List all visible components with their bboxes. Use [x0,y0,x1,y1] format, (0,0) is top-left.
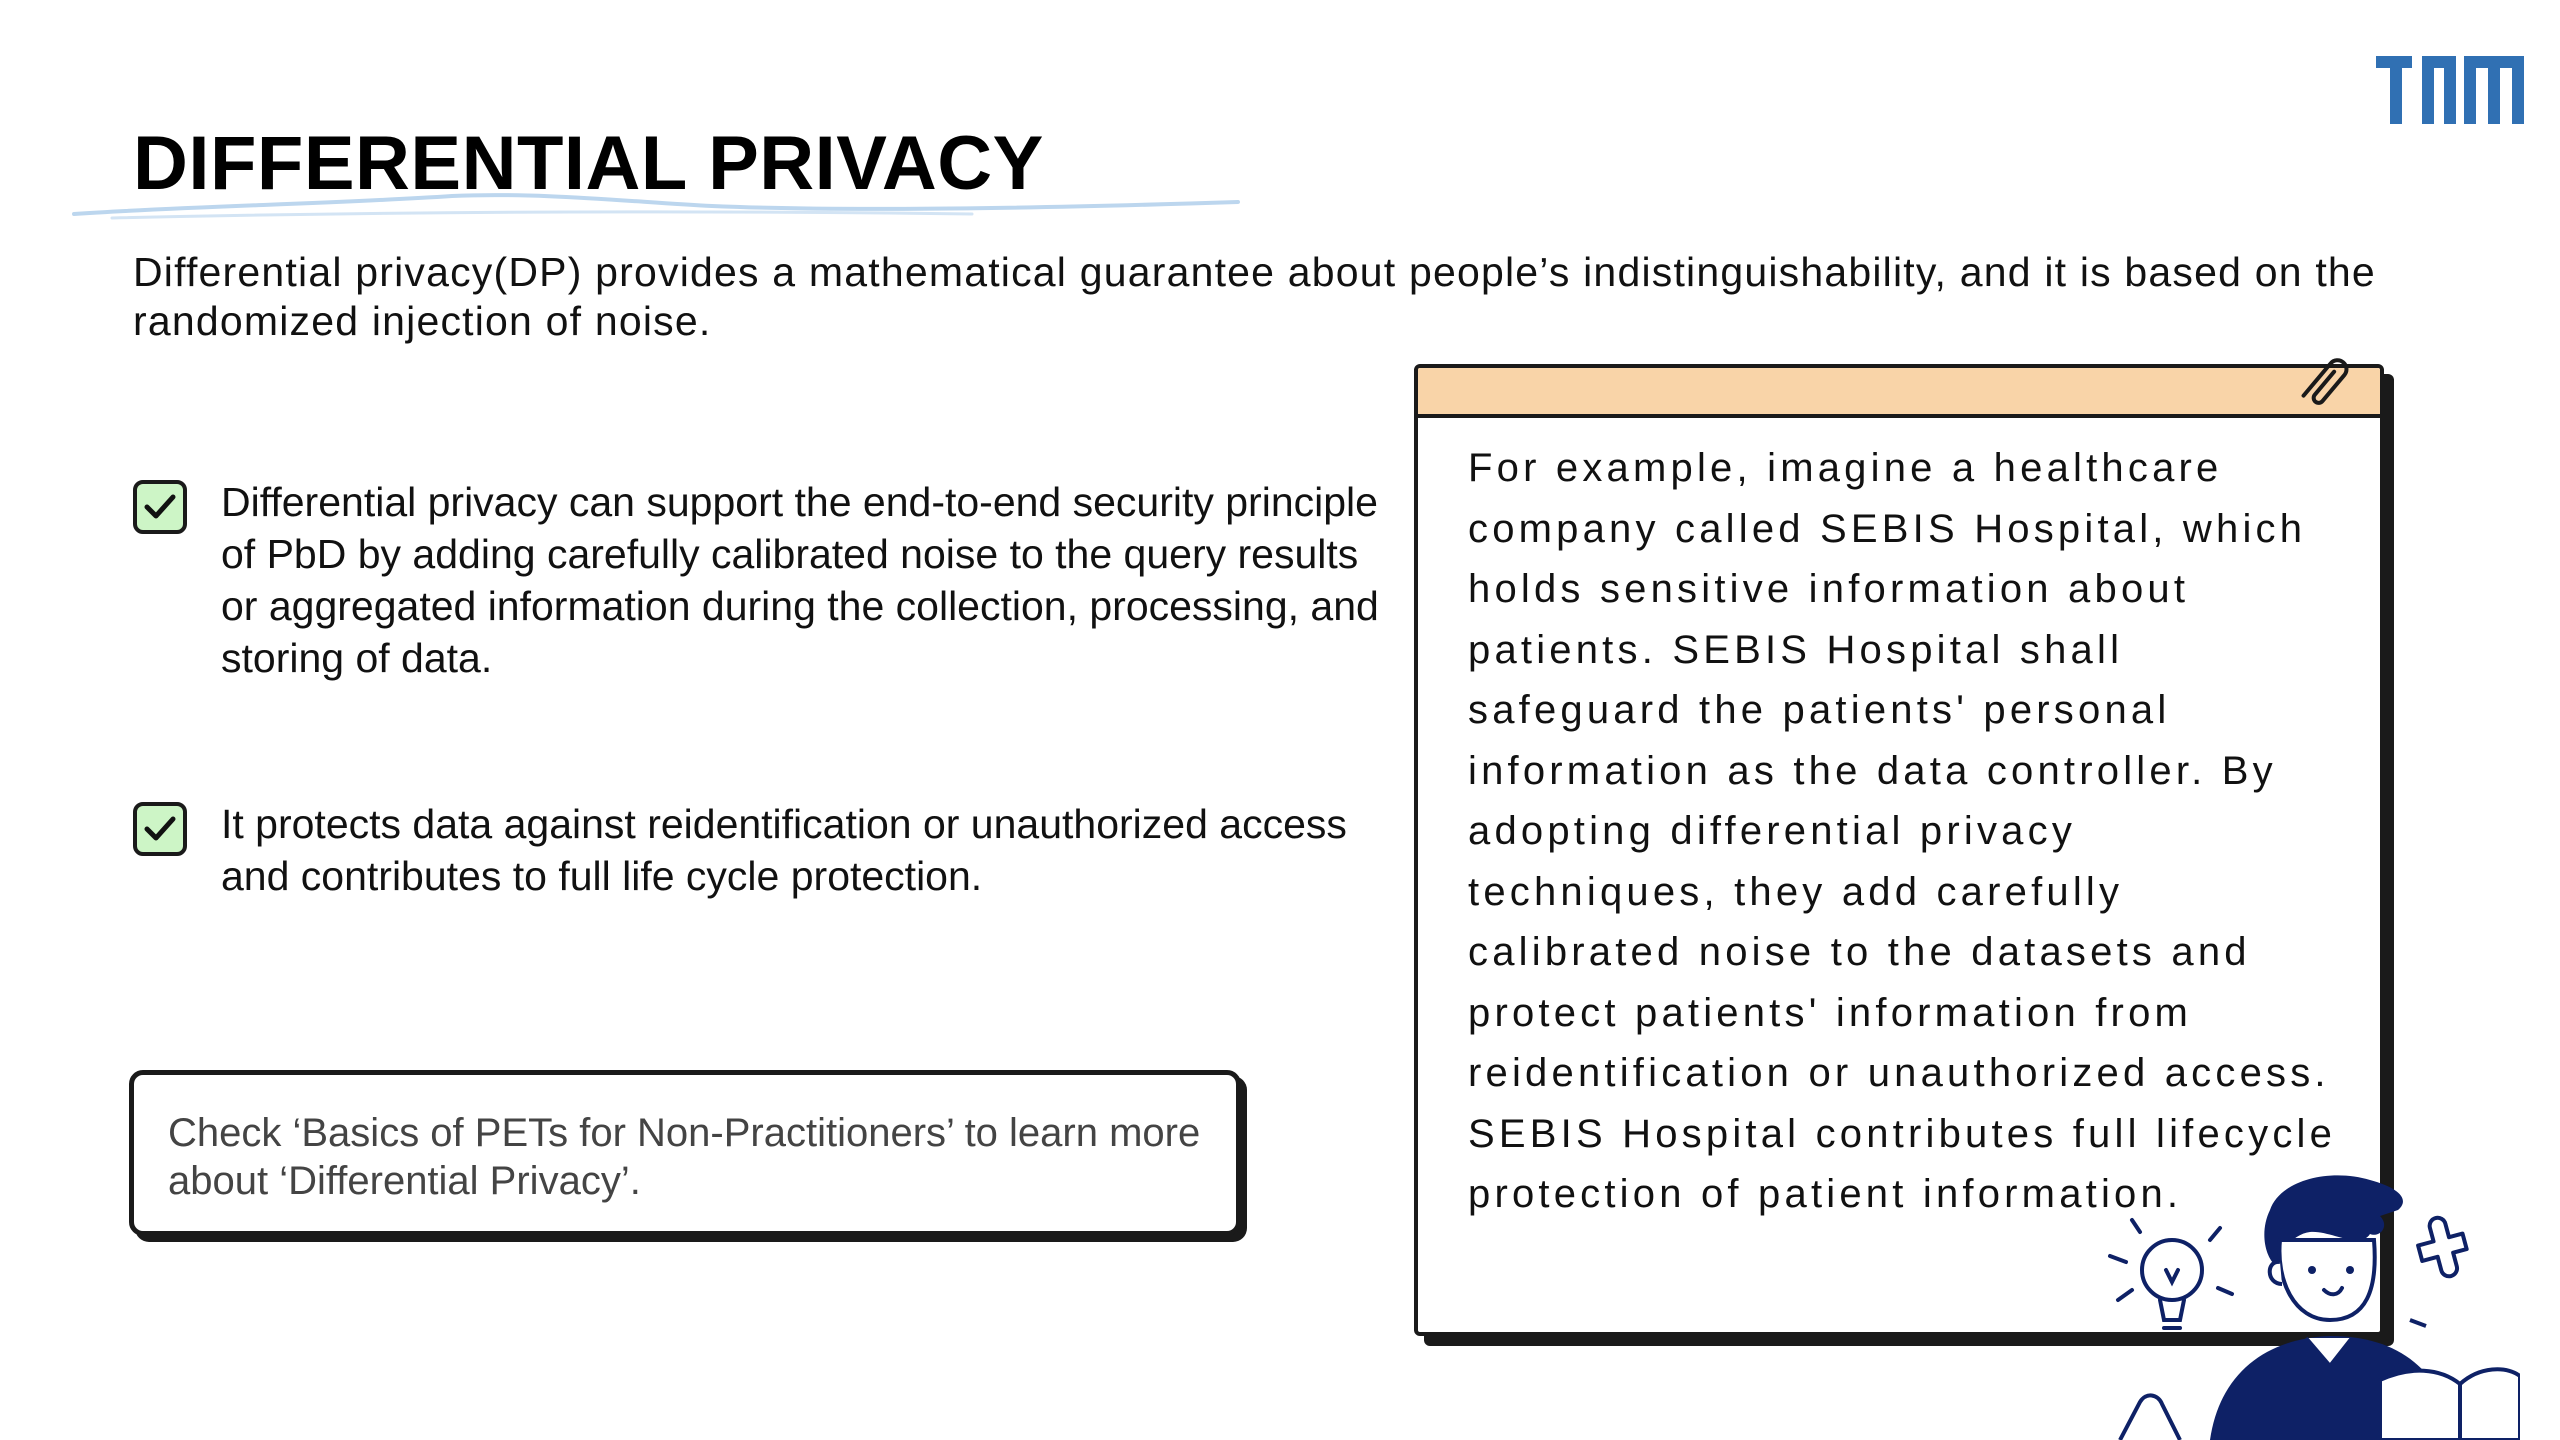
bullet-text: It protects data against reidentification or unauthorized access and contributes to full life cycle protection. [221,801,1347,899]
tum-logo [2376,56,2524,124]
book-icon [2380,1369,2520,1440]
bullet-text: Differential privacy can support the end-to-end security principle of PbD by adding carefully calibrated noise to the query results or aggregated information during the collection, processing, and storing of data. [221,479,1379,681]
learn-more-callout [129,1070,1241,1236]
lightbulb-icon [2110,1220,2232,1328]
bullet-item [133,476,1381,684]
callout-text: Check ‘Basics of PETs for Non-Practitioners’ to learn more about ‘Differential Privacy’. [168,1111,1201,1203]
example-text: For example, imagine a healthcare company called SEBIS Hospital, which holds sensitive information about patients. SEBIS Hospital shall safeguard the patients' personal information as the data controller. By adopting differential privacy techniques, they add carefully calibrated noise to the datasets and protect patients' information from reidentification or unauthorized access. SEBIS Hospital contributes full lifecycle protection of patient information. [1468,446,2337,1216]
title-underline-stroke [72,188,1242,228]
puzzle-piece-icon [2410,1212,2472,1326]
bullet-item [133,798,1381,902]
paperclip-icon [2290,346,2360,416]
checkmark-icon [133,802,187,856]
note-header-bar [1418,368,2380,418]
person-face [2279,1240,2374,1320]
page-title: DIFFERENTIAL PRIVACY [133,121,1044,206]
person-reading-illustration [2080,1170,2520,1440]
intro-paragraph: Differential privacy(DP) provides a mathematical guarantee about people’s indistinguishability, and it is based on the randomized injection of noise. [133,249,2376,344]
checkmark-icon [133,480,187,534]
